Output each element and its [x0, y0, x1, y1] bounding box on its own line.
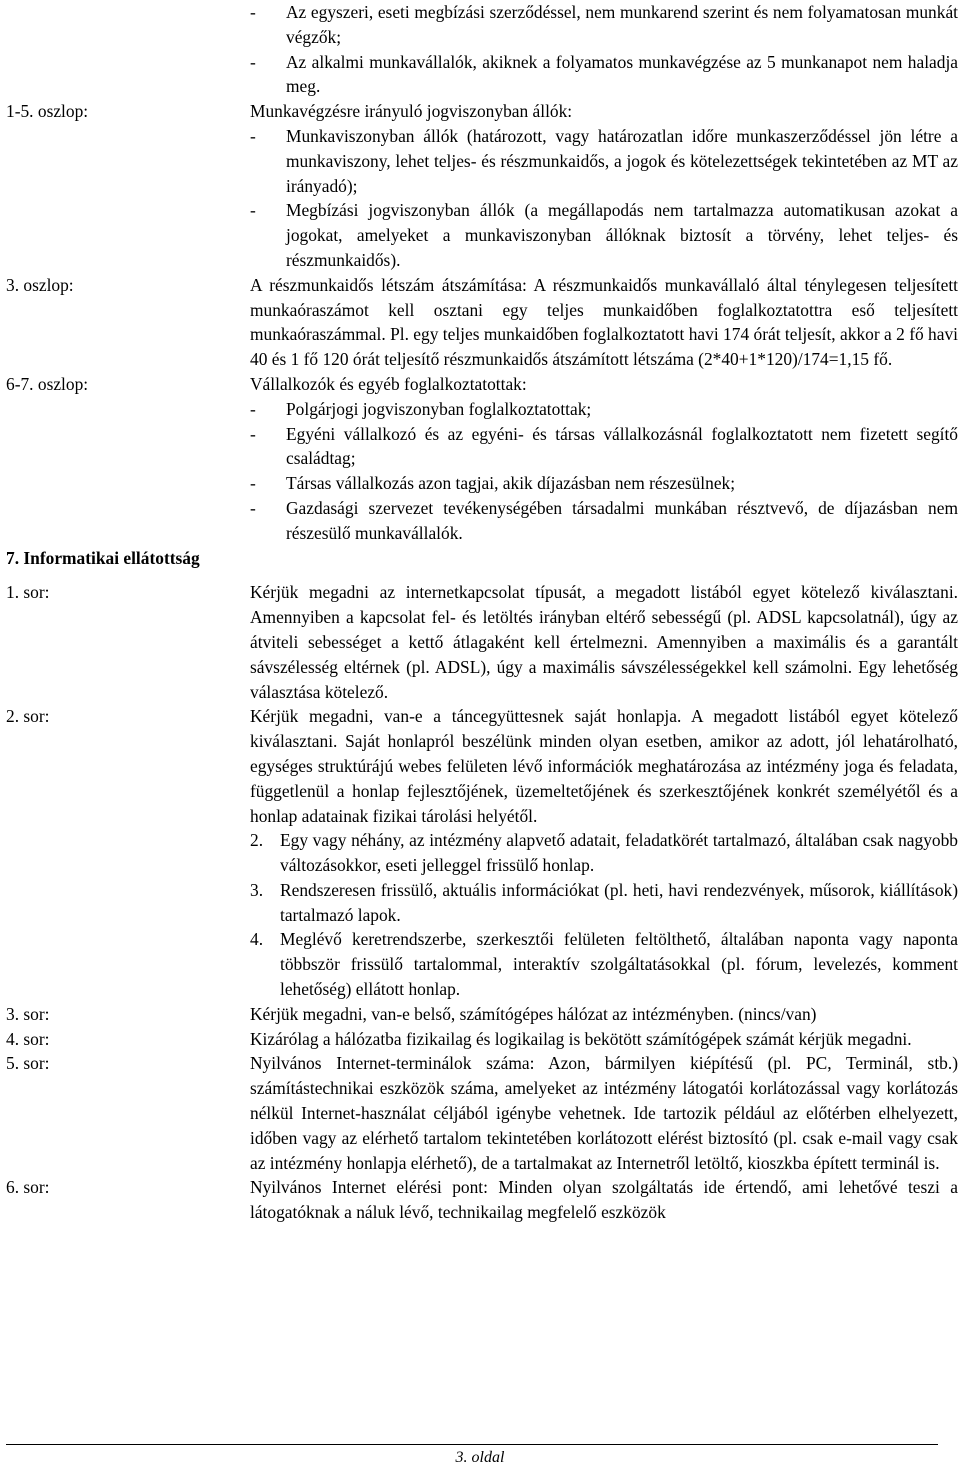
entry-intro: Vállalkozók és egyéb foglalkoztatottak: [250, 373, 527, 394]
list-item: 3. Rendszeresen frissülő, aktuális információkat (pl. heti, havi rendezvények, műsorok, kiállítások) tartalmazó lapok. [250, 879, 958, 925]
list-item: - Az egyszeri, eseti megbízási szerződéssel, nem munkarend szerint és nem folyamatosan munkát végzők; [250, 2, 958, 47]
top-list [6, 0, 958, 99]
entry-text: Nyilvános Internet elérési pont: Minden olyan szolgáltatás ide értendő, ami lehetővé teszi a látogatóknak a náluk lévő, technikailag megfelelő eszközök [250, 1177, 958, 1223]
list-item: - Gazdasági szervezet tevékenységében társadalmi munkában résztvevő, de díjazásban nem részesülő munkavállalók. [250, 497, 958, 543]
row-1-entry [6, 580, 958, 704]
entry-label: 4. sor: [6, 1028, 50, 1049]
entry-text: Nyilvános Internet-terminálok száma: Azon, bármilyen kiépítésű (pl. PC, Terminál, stb.) számítástechnikai eszközök száma, amelyeket az intézmény látogatói korlátozással vagy korlátozás nélkül Internet-használat céljából igénybe vehetnek. Ide tartozik például az előtérben elhelyezett, időben vagy az elérhető tartalom tekintetében korlátozott elérést biztosító (pl. csak e-mail vagy csak az intézmény honlapja elérhető), de a tartalmakat az Internetről letöltő, kioszkba épített terminál is. [250, 1053, 958, 1173]
footer-divider [6, 1444, 938, 1445]
entry-label: 3. oszlop: [6, 274, 74, 295]
entry-text: Kérjük megadni, van-e belső, számítógépes hálózat az intézményben. (nincs/van) [250, 1003, 817, 1024]
section-heading: 7. Informatikai ellátottság [6, 547, 200, 568]
row-4-entry [6, 1027, 958, 1052]
list-item: - Társas vállalkozás azon tagjai, akik díjazásban nem részesülnek; [250, 473, 736, 494]
column-1-5-entry [6, 99, 958, 273]
list-item: - Az alkalmi munkavállalók, akiknek a folyamatos munkavégzése az 5 munkanapot nem haladja meg. [250, 51, 958, 97]
list-item: - Munkaviszonyban állók (határozott, vagy határozatlan időre munkaszerződéssel jön létre a munkaviszony, lehet teljes- és részmunkaidős, a jogok és kötelezettségek tekintetében az MT az irányadó); [250, 125, 958, 196]
entry-text: Kérjük megadni az internetkapcsolat típusát, a megadott listából egyet kötelező kiválasztani. Amennyiben a kapcsolat fel- és letöltés irányban eltérő sebességű (pl. ADSL kapcsolatnál), úgy az átviteli sebességet a kettő átlagaként kell értelmezni. Amennyiben a maximális és a garantált sávszélesség eltérnek (pl. ADSL), úgy a maximális sávszélességekkel kell számolni. Egy lehetőség választása kötelező. [250, 582, 958, 702]
list-item: - Polgárjogi jogviszonyban foglalkoztatottak; [250, 398, 592, 419]
row-6-entry [6, 1175, 958, 1225]
row-2-entry [6, 704, 958, 1002]
entry-label: 1. sor: [6, 582, 50, 603]
entry-label: 6. sor: [6, 1177, 50, 1198]
entry-text: Kizárólag a hálózatba fizikailag és logikailag is bekötött számítógépek számát kérjük megadni. [250, 1028, 912, 1049]
list-item: 4. Meglévő keretrendszerbe, szerkesztői felületen feltölthető, általában naponta vagy naponta többször frissülő tartalommal, interaktív szolgáltatásokkal (pl. fórum, levelezés, komment lehetőség) ellátott honlap. [250, 929, 958, 1000]
list-item: 2. Egy vagy néhány, az intézmény alapvető adatait, feladatkörét tartalmazó, általában csak nagyobb változásokkor, eseti jelleggel frissülő honlap. [250, 830, 958, 876]
column-3-entry [6, 273, 958, 372]
entry-label: 1-5. oszlop: [6, 101, 89, 122]
document-page [6, 0, 958, 1225]
row-5-entry [6, 1051, 958, 1175]
entry-label: 2. sor: [6, 706, 50, 727]
entry-label: 6-7. oszlop: [6, 373, 89, 394]
entry-label: 5. sor: [6, 1053, 50, 1074]
column-6-7-entry [6, 372, 958, 546]
entry-intro: Munkavégzésre irányuló jogviszonyban állók: [250, 101, 573, 122]
row-3-entry [6, 1002, 958, 1027]
page-number: 3. oldal [455, 1449, 505, 1466]
list-item: - Megbízási jogviszonyban állók (a megállapodás nem tartalmazza automatikusan azokat a jogokat, amelyeket a munkaviszonyban állóknak biztosít a törvény, lehet teljes- és részmunkaidős). [250, 200, 958, 270]
entry-text: A részmunkaidős létszám átszámítása: A részmunkaidős munkavállaló által ténylegesen teljesített munkaóraszámot kell osztani egy teljes munkaidőben foglalkoztatottra eső teljesített munkaóraszámmal. Pl. egy teljes munkaidőben foglalkoztatott havi 174 órát teljesít, akkor a 2 fő havi 40 és 1 fő 120 órát teljesítő részmunkaidős átszámított létszáma (2*40+1*120)/174=1,15 fő. [250, 274, 958, 370]
list-item: - Egyéni vállalkozó és az egyéni- és társas vállalkozásnál foglalkoztatott nem fizetett segítő családtag; [250, 423, 958, 469]
entry-label: 3. sor: [6, 1003, 50, 1024]
entry-text: Kérjük megadni, van-e a táncegyüttesnek saját honlapja. A megadott listából egyet kötelező kiválasztani. Saját honlapról beszélünk minden olyan esetben, amikor az adott, jól lehatárolható, egységes struktúrájú webes felületen lévő információk meghatározása az intézmény joga és feladata, függetlenül a honlap fejlesztőjének, üzemeltetőjének és szerkesztőjének konkrét személyétől és a honlap adatainak fizikai tárolási helyétől. [250, 706, 958, 826]
